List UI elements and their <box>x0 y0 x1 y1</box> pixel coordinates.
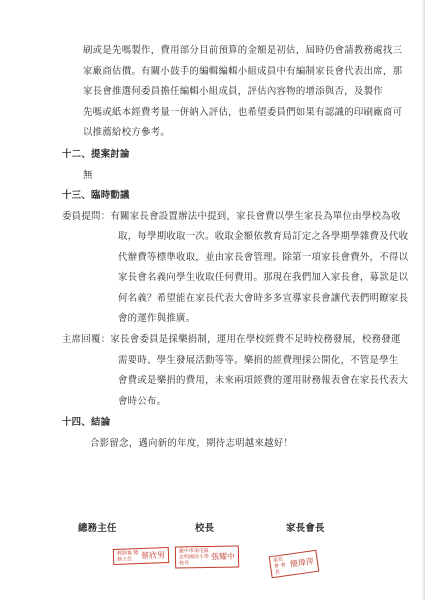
section-12-heading: 十二、提案討論 <box>62 149 130 160</box>
section-12-content: 無 <box>83 170 93 181</box>
question-line-5: 何名義？希望能在家長代表大會時多多宣導家長會讓代表們明瞭家長 <box>118 293 409 304</box>
director-label: 總務主任 <box>78 523 117 534</box>
answer-line-1: 主席回覆：家長會委員是採樂捐制，運用在學校經費不足時校務發展，校務發運 <box>62 334 401 345</box>
body-line-3: 家長會推選何委員擔任編輯小組成員，評估內容物的增添與否，及製作 <box>83 86 383 97</box>
question-line-4: 家長會名義向學生收取任何費用。那現在我們加入家長會，募款是以 <box>118 272 409 283</box>
chair-label: 家長會長 <box>286 523 325 534</box>
section-14-heading: 十四、結論 <box>62 417 111 428</box>
body-line-4: 先嗎或紙本經費考量一併納入評估，也希望委員們如果有認識的印刷廠商可 <box>83 107 403 118</box>
answer-line-2: 需要時、學生發展活動等等。樂捐的經費理採公開化，不管是學生 <box>118 355 399 366</box>
question-line-2: 取，每學期收取一次。收取金額依教育局訂定之各學期學雜費及代收 <box>118 231 409 242</box>
conclusion-text: 合影留念，邁向新的年度，期待志明越來越好！ <box>90 438 294 449</box>
director-seal: 教師兼 總務主任 蔡欣男 <box>113 547 170 565</box>
section-13-heading: 十三、臨時動議 <box>62 190 130 201</box>
answer-line-3: 會費或是樂捐的費用，未來兩項經費的運用財務報表會在家長代表大 <box>118 375 409 386</box>
principal-seal: 臺中市南屯區 志明國民小學校長張耀中 <box>175 545 239 568</box>
chair-seal: 家長會 會長簡瑋萍 <box>269 550 320 578</box>
question-line-1: 委員提問：有關家長會設置辦法中提到，家長會費以學生家長為單位由學校為收 <box>62 211 401 222</box>
body-line-1: 刷或是先嗎製作，費用部分目前預算的金額是初估，屆時仍會請教務處找三 <box>83 45 403 56</box>
question-line-6: 會的運作與推廣。 <box>118 313 196 324</box>
principal-label: 校長 <box>195 523 215 534</box>
question-line-3: 代辦費等標準收取，並由家長會管理。除第一項家長會費外，不得以 <box>118 252 409 263</box>
answer-line-4: 會時公布。 <box>118 396 167 407</box>
body-line-2: 家廠商估價。有關小鼓手的編輯編輯小組成員中有編制家長會代表出席，那 <box>83 66 403 77</box>
body-line-5: 以推薦給校方參考。 <box>83 127 171 138</box>
